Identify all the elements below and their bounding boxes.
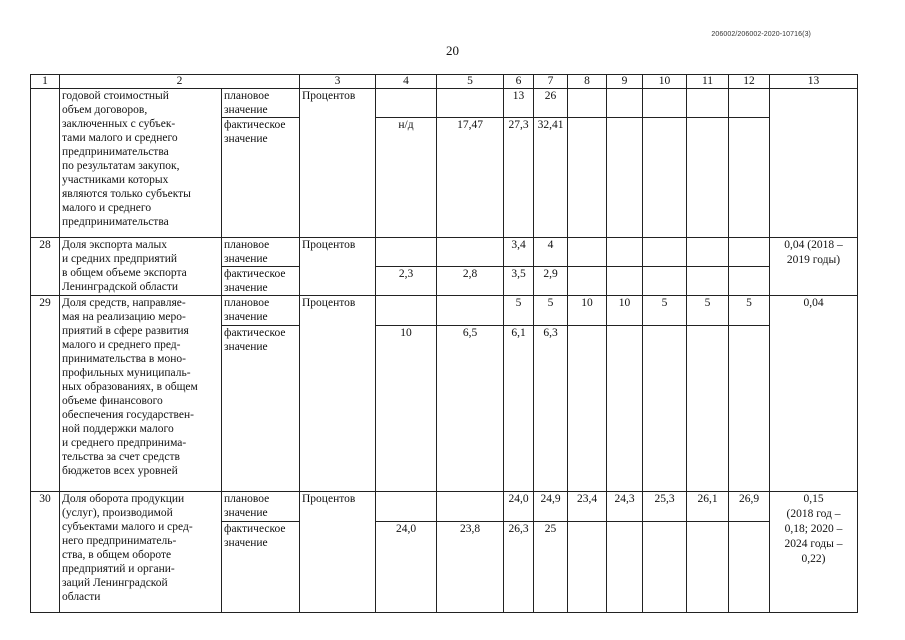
text-line: 0,15 bbox=[803, 493, 824, 505]
note-cell bbox=[770, 238, 858, 296]
fact-value bbox=[643, 326, 687, 492]
row-number: 28 bbox=[31, 238, 60, 296]
row-number bbox=[31, 89, 60, 238]
fact-value bbox=[643, 118, 687, 238]
plan-value: 25,3 bbox=[643, 492, 687, 522]
unit-cell: Процентов bbox=[300, 296, 376, 492]
plan-value: 5 bbox=[687, 296, 729, 326]
fact-value bbox=[607, 326, 643, 492]
plan-value: 26,1 bbox=[687, 492, 729, 522]
text-line: (услуг), производимой bbox=[62, 507, 173, 519]
text-line: значение bbox=[224, 133, 268, 145]
text-line: фактическое bbox=[224, 119, 286, 131]
text-line: 0,22) bbox=[801, 553, 826, 565]
unit-cell: Процентов bbox=[300, 89, 376, 238]
plan-value: 5 bbox=[504, 296, 534, 326]
text-line: 2019 годы) bbox=[786, 254, 841, 266]
plan-value bbox=[376, 492, 437, 522]
text-line: тами малого и среднего bbox=[62, 132, 178, 144]
text-line: значение bbox=[224, 104, 268, 116]
column-header: 2 bbox=[60, 75, 300, 89]
column-header: 10 bbox=[643, 75, 687, 89]
note-cell bbox=[770, 89, 858, 238]
document-id: 206002/206002-2020-10716(3) bbox=[711, 31, 811, 38]
text-line: являются только субъекты bbox=[62, 188, 191, 200]
plan-value bbox=[568, 89, 607, 118]
text-line: плановое bbox=[224, 297, 270, 309]
plan-value: 5 bbox=[729, 296, 770, 326]
fact-value: 6,5 bbox=[437, 326, 504, 492]
row-number: 29 bbox=[31, 296, 60, 492]
plan-value: 3,4 bbox=[504, 238, 534, 267]
text-line: в общем объеме экспорта bbox=[62, 267, 187, 279]
column-header: 6 bbox=[504, 75, 534, 89]
text-line: объеме финансового bbox=[62, 395, 163, 407]
plan-value: 4 bbox=[534, 238, 568, 267]
fact-value bbox=[643, 522, 687, 613]
fact-value bbox=[729, 522, 770, 613]
plan-value bbox=[437, 89, 504, 118]
column-header: 8 bbox=[568, 75, 607, 89]
fact-value: 6,3 bbox=[534, 326, 568, 492]
text-line: плановое bbox=[224, 493, 270, 505]
plan-value bbox=[643, 238, 687, 267]
plan-label bbox=[222, 89, 300, 118]
text-line: 0,04 (2018 – bbox=[784, 239, 843, 251]
fact-value bbox=[729, 267, 770, 296]
table-row bbox=[31, 296, 858, 326]
text-line: малого и среднего пред- bbox=[62, 339, 181, 351]
indicators-table bbox=[30, 74, 858, 613]
text-line: малого и среднего bbox=[62, 202, 152, 214]
table-row bbox=[31, 492, 858, 522]
text-line: и средних предприятий bbox=[62, 253, 178, 265]
text-line: 0,18; 2020 – bbox=[784, 523, 843, 535]
plan-value: 13 bbox=[504, 89, 534, 118]
text-line: Доля экспорта малых bbox=[62, 239, 167, 251]
fact-value bbox=[568, 326, 607, 492]
table-header-row bbox=[31, 75, 858, 89]
fact-value bbox=[687, 326, 729, 492]
fact-value: 3,5 bbox=[504, 267, 534, 296]
text-line: фактическое bbox=[224, 327, 286, 339]
fact-value bbox=[729, 118, 770, 238]
fact-value: 23,8 bbox=[437, 522, 504, 613]
unit-cell: Процентов bbox=[300, 492, 376, 613]
text-line: (2018 год – bbox=[786, 508, 841, 520]
plan-value bbox=[437, 238, 504, 267]
text-line: значение bbox=[224, 253, 268, 265]
text-line: принимательства в моно- bbox=[62, 353, 186, 365]
plan-value bbox=[437, 492, 504, 522]
text-line: 0,04 bbox=[803, 297, 824, 309]
column-header: 5 bbox=[437, 75, 504, 89]
plan-value bbox=[687, 89, 729, 118]
page-number: 20 bbox=[446, 43, 459, 58]
text-line: значение bbox=[224, 282, 268, 294]
plan-value: 5 bbox=[643, 296, 687, 326]
column-header: 9 bbox=[607, 75, 643, 89]
text-line: значение bbox=[224, 537, 268, 549]
fact-label bbox=[222, 522, 300, 613]
text-line: него предприниматель- bbox=[62, 535, 177, 547]
plan-value bbox=[687, 238, 729, 267]
plan-value bbox=[729, 238, 770, 267]
fact-label bbox=[222, 326, 300, 492]
plan-value bbox=[729, 89, 770, 118]
column-header: 3 bbox=[300, 75, 376, 89]
plan-value bbox=[568, 238, 607, 267]
column-header: 1 bbox=[31, 75, 60, 89]
plan-value bbox=[607, 89, 643, 118]
plan-value: 26,9 bbox=[729, 492, 770, 522]
fact-value: 6,1 bbox=[504, 326, 534, 492]
text-line: тельства за счет средств bbox=[62, 451, 180, 463]
text-line: значение bbox=[224, 507, 268, 519]
fact-value: н/д bbox=[376, 118, 437, 238]
plan-value: 24,9 bbox=[534, 492, 568, 522]
plan-label bbox=[222, 296, 300, 326]
text-line: плановое bbox=[224, 90, 270, 102]
fact-value bbox=[607, 522, 643, 613]
text-line: 2024 годы – bbox=[784, 538, 843, 550]
fact-value bbox=[643, 267, 687, 296]
text-line: фактическое bbox=[224, 523, 286, 535]
text-line: профильных муниципаль- bbox=[62, 367, 191, 379]
fact-value: 32,41 bbox=[534, 118, 568, 238]
text-line: плановое bbox=[224, 239, 270, 251]
fact-value: 10 bbox=[376, 326, 437, 492]
fact-value bbox=[687, 522, 729, 613]
plan-value bbox=[376, 296, 437, 326]
indicator-name bbox=[60, 89, 222, 238]
fact-value bbox=[607, 118, 643, 238]
text-line: заключенных с субъек- bbox=[62, 118, 176, 130]
text-line: мая на реализацию меро- bbox=[62, 311, 186, 323]
unit-cell: Процентов bbox=[300, 238, 376, 296]
fact-value bbox=[729, 326, 770, 492]
column-header: 12 bbox=[729, 75, 770, 89]
text-line: предпринимательства bbox=[62, 216, 169, 228]
plan-value: 24,0 bbox=[504, 492, 534, 522]
text-line: объем договоров, bbox=[62, 104, 148, 116]
fact-value: 27,3 bbox=[504, 118, 534, 238]
plan-value: 5 bbox=[534, 296, 568, 326]
text-line: обеспечения государствен- bbox=[62, 409, 195, 421]
fact-value bbox=[568, 267, 607, 296]
fact-value bbox=[568, 522, 607, 613]
text-line: бюджетов всех уровней bbox=[62, 465, 178, 477]
fact-value bbox=[687, 267, 729, 296]
text-line: годовой стоимостный bbox=[62, 90, 169, 102]
plan-value: 10 bbox=[607, 296, 643, 326]
fact-label bbox=[222, 267, 300, 296]
note-cell bbox=[770, 492, 858, 613]
fact-value bbox=[568, 118, 607, 238]
fact-value: 2,9 bbox=[534, 267, 568, 296]
plan-value bbox=[643, 89, 687, 118]
text-line: субъектами малого и сред- bbox=[62, 521, 193, 533]
plan-value bbox=[376, 89, 437, 118]
column-header: 13 bbox=[770, 75, 858, 89]
text-line: значение bbox=[224, 341, 268, 353]
plan-value bbox=[376, 238, 437, 267]
fact-value: 25 bbox=[534, 522, 568, 613]
text-line: предприятий и органи- bbox=[62, 563, 175, 575]
plan-label bbox=[222, 238, 300, 267]
plan-label bbox=[222, 492, 300, 522]
fact-value bbox=[687, 118, 729, 238]
plan-value: 24,3 bbox=[607, 492, 643, 522]
text-line: и среднего предпринима- bbox=[62, 437, 187, 449]
column-header: 4 bbox=[376, 75, 437, 89]
text-line: ных образованиях, в общем bbox=[62, 381, 198, 393]
text-line: Ленинградской области bbox=[62, 281, 179, 293]
plan-value bbox=[607, 238, 643, 267]
text-line: ной поддержки малого bbox=[62, 423, 174, 435]
fact-value: 24,0 bbox=[376, 522, 437, 613]
fact-label bbox=[222, 118, 300, 238]
indicator-name bbox=[60, 238, 222, 296]
text-line: фактическое bbox=[224, 268, 286, 280]
text-line: заций Ленинградской bbox=[62, 577, 168, 589]
table-row bbox=[31, 89, 858, 118]
column-header: 7 bbox=[534, 75, 568, 89]
fact-value: 2,8 bbox=[437, 267, 504, 296]
plan-value: 23,4 bbox=[568, 492, 607, 522]
plan-value: 26 bbox=[534, 89, 568, 118]
plan-value bbox=[437, 296, 504, 326]
fact-value: 26,3 bbox=[504, 522, 534, 613]
fact-value bbox=[607, 267, 643, 296]
table-row bbox=[31, 238, 858, 267]
text-line: ства, в общем обороте bbox=[62, 549, 172, 561]
fact-value: 17,47 bbox=[437, 118, 504, 238]
text-line: Доля средств, направляе- bbox=[62, 297, 186, 309]
text-line: предпринимательства bbox=[62, 146, 169, 158]
note-cell bbox=[770, 296, 858, 492]
plan-value: 10 bbox=[568, 296, 607, 326]
row-number: 30 bbox=[31, 492, 60, 613]
column-header: 11 bbox=[687, 75, 729, 89]
text-line: приятий в сфере развития bbox=[62, 325, 189, 337]
indicator-name bbox=[60, 492, 222, 613]
text-line: по результатам закупок, bbox=[62, 160, 180, 172]
fact-value: 2,3 bbox=[376, 267, 437, 296]
indicator-name bbox=[60, 296, 222, 492]
text-line: Доля оборота продукции bbox=[62, 493, 185, 505]
text-line: значение bbox=[224, 311, 268, 323]
text-line: участниками которых bbox=[62, 174, 169, 186]
text-line: области bbox=[62, 591, 101, 603]
